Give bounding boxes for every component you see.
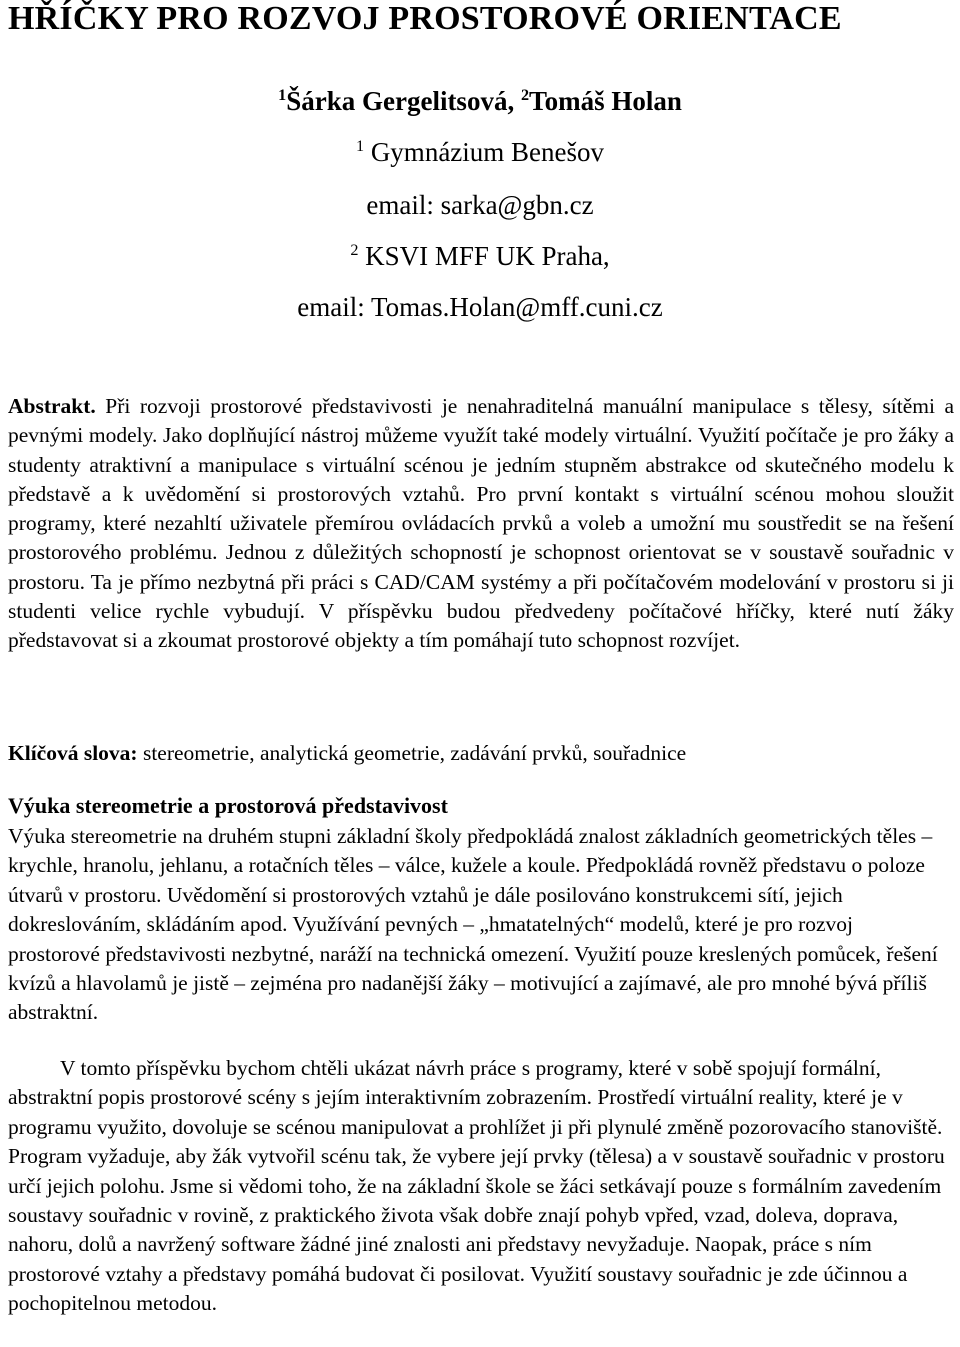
email-2: email: Tomas.Holan@mff.cuni.cz [297, 292, 663, 322]
author2-name: Tomáš Holan [529, 86, 682, 116]
email-1: email: sarka@gbn.cz [366, 190, 594, 220]
body-paragraph-1: Výuka stereometrie na druhém stupni základní školy předpokládá znalost základních geometrických těles – krychle, hranolu, jehlanu, a rotačních těles – válce, kužele a koule. Předpokládá rovněž představu o poloze útvarů v prostoru. Uvědomění si prostorových vztahů je dále posilováno konstrukcemi sítí, jejich dokreslováním, skládáním apod. Využívání pevných – „hmatatelných“ modelů, které je pro rozvoj prostorové představivosti nezbytné, naráží na technická omezení. Využití pouze kreslených pomůcek, řešení kvízů a hlavolamů je jistě – zejména pro nadanější žáky – motivující a zajímavé, ale pro mnohé bývá příliš abstraktní. [8, 824, 938, 1025]
abstract-paragraph [8, 392, 954, 656]
affiliation-1-name: Gymnázium Benešov [364, 137, 605, 167]
affiliation-2-name: KSVI MFF UK Praha, [358, 241, 610, 271]
body-paragraph-2: V tomto příspěvku bychom chtěli ukázat návrh práce s programy, které v sobě spojují formální, abstraktní popis prostorové scény s jejím interaktivním zobrazením. Prostředí virtuální reality, které je v programu využito, dovoluje se scénou manipulovat a prohlížet ji při plynulé změně pozorovacího stanoviště. Program vyžaduje, aby žák vytvořil scénu tak, že vybere její prvky (tělesa) a v soustavě souřadnic v prostoru určí jejich polohu. Jsme si vědomi toho, že na základní škole se žáci setkávají pouze s formálním zavedením soustavy souřadnic v rovině, z praktického života však dobře znají pohyb vpřed, vzad, doleva, doprava, nahoru, dolů a navržený software žádné jiné znalosti ani představy nevyžaduje. Naopak, práce s ním prostorové vztahy a představy pomáhá budovat či posilovat. Využití soustavy souřadnic je zde účinnou a pochopitelnou metodou. [8, 1056, 945, 1316]
keywords-text: stereometrie, analytická geometrie, zadávání prvků, souřadnice [137, 741, 687, 765]
keywords-label: Klíčová slova: [8, 741, 138, 765]
abstract-text: Při rozvoji prostorové představivosti je nenahraditelná manuální manipulace s tělesy, sítěmi a pevnými modely. Jako doplňující nástroj můžeme využít také modely virtuální. Využití počítače je pro žáky a studenty atraktivní a manipulace s virtuální scénou je jedním stupněm abstrakce od skutečného modelu k představě a k uvědomění si prostorových vztahů. Pro první kontakt s virtuální scénou mohou sloužit programy, které nezahltí uživatele přemírou ovládacích prvků a voleb a umožní mu soustředit se na řešení prostorového problému. Jednou z důležitých schopností je schopnost orientovat se v soustavě souřadnic v prostoru. Ta je přímo nezbytná při práci s CAD/CAM systémy a při počítačovém modelování v prostoru si ji studenti velice rychle vybudují. V příspěvku budou předvedeny počítačové hříčky, které nutí žáky představovat si a zkoumat prostorové objekty a tím pomáhají tuto schopnost rozvíjet. [8, 394, 954, 653]
affiliation-2 [0, 241, 960, 272]
paper-title: HŘÍČKY PRO ROZVOJ PROSTOROVÉ ORIENTACE [8, 0, 842, 37]
section-heading: Výuka stereometrie a prostorová představivost [8, 793, 448, 818]
affiliation-2-superscript: 2 [350, 241, 359, 259]
affiliation-1-superscript: 1 [355, 137, 365, 155]
affiliation-1 [0, 137, 960, 168]
author1-name: Šárka Gergelitsová, [286, 86, 521, 116]
keywords-paragraph [8, 738, 954, 768]
author1-superscript: 1 [278, 86, 287, 104]
abstract-label: Abstrakt. [8, 394, 96, 418]
author2-superscript: 2 [520, 86, 530, 104]
author-line [0, 86, 960, 117]
